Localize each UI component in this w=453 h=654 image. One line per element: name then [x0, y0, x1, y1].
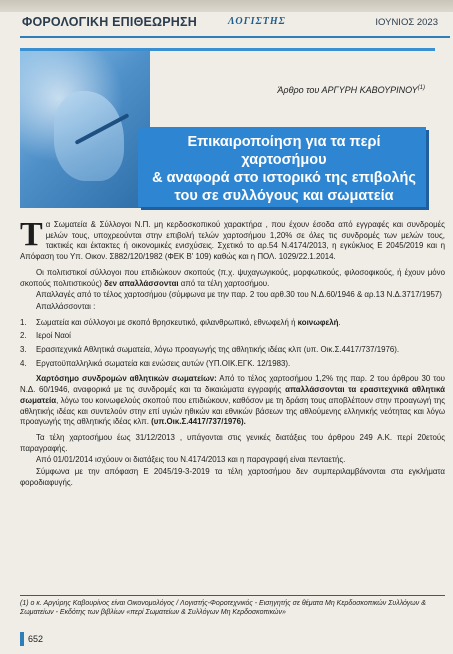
paragraph-7: Από 01/01/2014 ισχύουν οι διατάξεις του Ν.4174/2013 και η παραγραφή είναι πενταετής. — [36, 455, 346, 465]
issue-date: ΙΟΥΝΙΟΣ 2023 — [375, 17, 438, 28]
list-item — [20, 359, 445, 370]
paragraph-intro — [20, 216, 445, 263]
footnote: (1) ο κ. Αργύρης Καβουρίνος είναι Οικονομολόγος / Λογιστής-Φοροτεχνικός - Εισηγητής σε θέματα Μη Κερδοσκοπικών Συλλόγων & Σωματείων - Εκδότης των βιβλίων «περί Σωματείων & Συλλόγων Μη Κερδοσκοπικών» — [20, 595, 445, 617]
paragraph-5-heading: Χαρτόσημο συνδρομών αθλητικών σωματείων: — [36, 374, 217, 384]
list-item — [20, 331, 445, 342]
list-num: 1. — [20, 317, 27, 327]
article-hero — [20, 48, 435, 211]
paragraph-2-text: Οι πολιτιστικοί σύλλογοι που επιδιώκουν σκοπούς (π.χ. ψυχαγωγικούς, μορφωτικούς, φιλοσοφικούς, ή έχουν μόνο σκοπούς πολιτιστικούς) — [20, 267, 445, 288]
paragraph-1: α Σωματεία & Σύλλογοι Ν.Π. μη κερδοσκοπικού χαρακτήρα , που έχουν έσοδα από εγγραφές και συνδρομές μελών τους, υποχρεούνται στην επιβολή τελών χαρτοσήμου 1,20% σε όλες τις συνδρομές των μελών τους, τακτικές και έκτακτες ή οικονομικές ενισχύσεις. Σχετικό το αρ.54 Ν.4174/2013, η εγκύκλιος Ε 2045/2019 και η Απόφαση του Υπ. Οικον. Σ882/120/1982 (ΦΕΚ Β' 109) καθώς και η ΠΟΛ. 1029/22.1.2014. — [20, 220, 445, 262]
paragraph-5-ref: (υπ.Οικ.Σ.4417/737/1976). — [151, 417, 246, 427]
paragraph-2-end: από τα τέλη χαρτοσήμου. — [178, 278, 270, 288]
paragraph-5-text-2: , λόγω του κοινωφελούς σκοπού που επιδιώκουν, καθόσον με τη δράση τους αποβλέπουν στην προαγωγή της αθλητικής ιδέας και συντελούν στην επί υγιών ηθικών και εθνικών βάσεων της αθλούμενης ελληνικής νεότητας και λόγω προαγωγής της αθλητικής ιδέας κλπ. — [20, 395, 445, 427]
list-num: 2. — [20, 331, 27, 341]
section-title: ΦΟΡΟΛΟΓΙΚΗ ΕΠΙΘΕΩΡΗΣΗ — [22, 15, 197, 29]
list-num: 3. — [20, 345, 27, 355]
article-author — [277, 85, 425, 95]
page-header — [20, 10, 450, 38]
list-text: Ιεροί Ναοί — [36, 331, 71, 341]
paragraph-4: Απαλλάσσονται : — [36, 301, 96, 311]
page-number-marker — [20, 632, 24, 646]
list-item — [20, 318, 445, 329]
article-title-box — [138, 127, 426, 207]
list-text-a: Σωματεία και σύλλογοι με σκοπό θρησκευτικό, φιλανθρωπικό, εθνωφελή ή — [36, 317, 298, 327]
list-text-bold: κοινωφελή — [297, 317, 339, 327]
magazine-name: ΛΟΓΙΣΤΗΣ — [228, 16, 286, 27]
list-text — [36, 318, 445, 329]
author-name: Άρθρο του ΑΡΓΥΡΗ ΚΑΒΟΥΡΙΝΟΥ — [277, 85, 418, 95]
list-text-c: . — [338, 317, 341, 327]
list-text: Ερασιτεχνικά Αθλητικά σωματεία, λόγω προαγωγής της αθλητικής ιδέας κλπ (υπ. Οικ.Σ.4417/737/1976). — [36, 345, 400, 355]
paragraph-5 — [20, 374, 445, 428]
page-number: 652 — [28, 634, 44, 644]
list-text: Εργατοϋπαλληλικά σωματεία και ενώσεις αυτών (ΥΠ.ΟΙΚ.ΕΓΚ. 12/1983). — [36, 358, 291, 368]
list-item — [20, 345, 445, 356]
list-num: 4. — [20, 358, 27, 368]
paragraph-5-bold: απαλλάσσονται τα ερασιτεχνικά αθλητικά σωματεία — [20, 385, 445, 405]
drop-cap: Τ — [20, 216, 43, 253]
paragraph-6: Τα τέλη χαρτοσήμου έως 31/12/2013 , υπάγονται στις γενικές διατάξεις του άρθρου 249 Α.Κ. περί 20ετούς παραγραφής. — [20, 432, 445, 453]
article-title: Επικαιροποίηση για τα περί χαρτοσήμου & αναφορά στο ιστορικό της επιβολής του σε συλλόγους και σωματεία — [152, 134, 416, 204]
paragraph-8: Σύμφωνα με την απόφαση Ε 2045/19-3-2019 τα τέλη χαρτοσήμου δεν συμπεριλαμβάνονται στα εγκλήματα φοροδιαφυγής. — [20, 467, 445, 487]
paragraph-2-bold: δεν απαλλάσσονται — [104, 278, 179, 288]
exemptions-list — [20, 318, 445, 370]
author-footnote-mark: (1) — [417, 85, 425, 91]
article-photo — [20, 51, 150, 208]
article-body — [20, 216, 445, 488]
paragraph-5-text: Από το τέλος χαρτοσήμου 1,2% της παρ. 2 του άρθρου 30 του Ν.Δ. 60/1946, αναφορικά με τις συνδρομές και τα δικαιώματα εγγραφής — [20, 374, 445, 395]
paragraph-2 — [20, 268, 445, 289]
paragraph-3: Απαλλαγές από το τέλος χαρτοσήμου (σύμφωνα με την παρ. 2 του αρθ.30 του Ν.Δ.60/1946 & αρ.13 Ν.Δ.3717/1957) — [36, 290, 442, 300]
